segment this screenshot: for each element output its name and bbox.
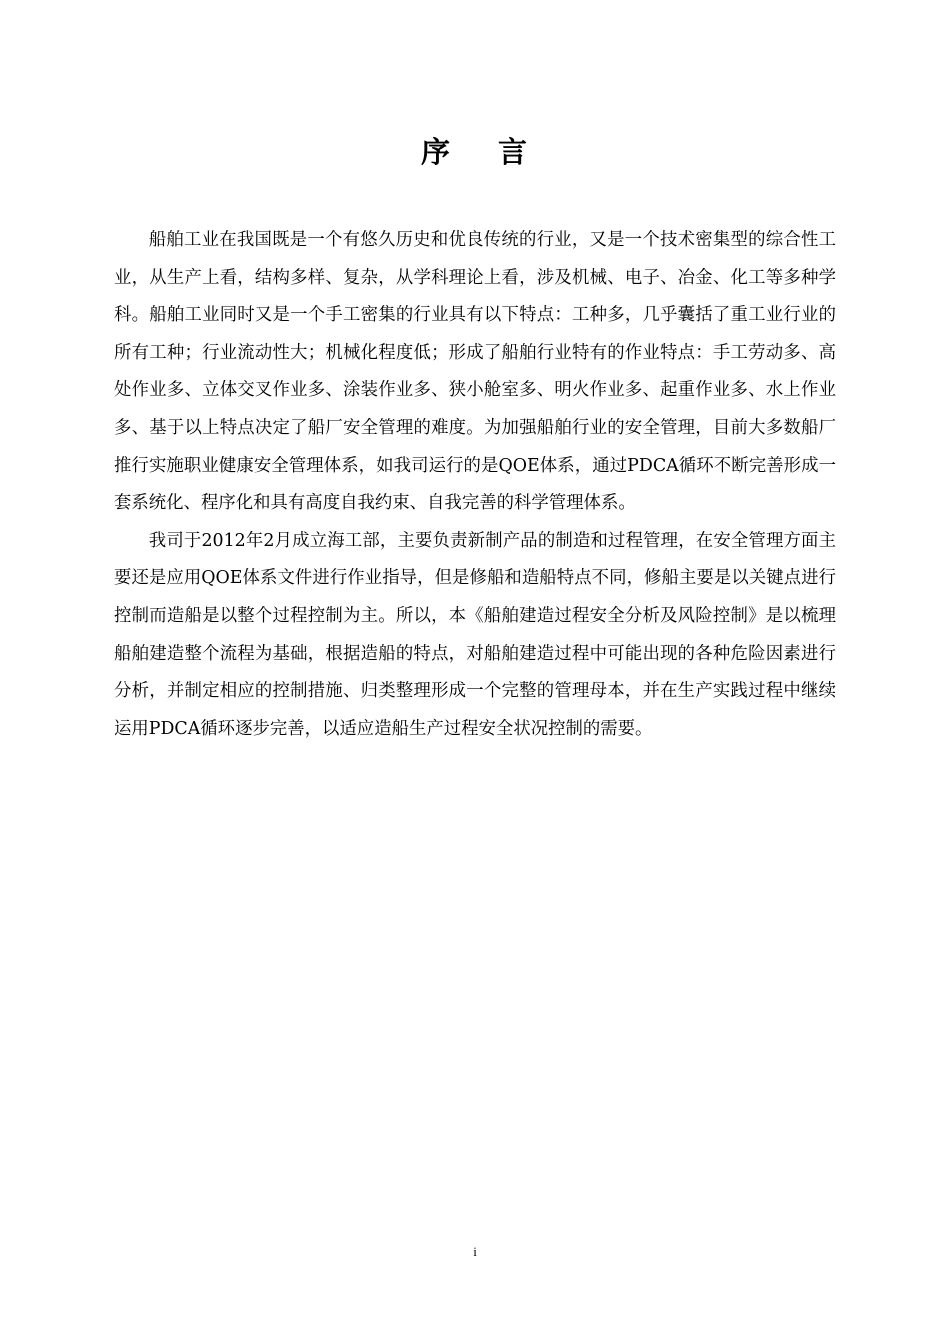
paragraph-2: 我司于2012年2月成立海工部，主要负责新制产品的制造和过程管理，在安全管理方面主要还是应用QOE体系文件进行作业指导，但是修船和造船特点不同，修船主要是以关键点进行控制而造船是以整个过程控制为主。所以，本《船舶建造过程安全分析及风险控制》是以梳理船舶建造整个流程为基础，根据造船的特点，对船舶建造过程中可能出现的各种危险因素进行分析，并制定相应的控制措施、归类整理形成一个完整的管理母本，并在生产实践过程中继续运用PDCA循环逐步完善，以适应造船生产过程安全状况控制的需要。	[114, 530, 836, 739]
paragraph-1: 船舶工业在我国既是一个有悠久历史和优良传统的行业，又是一个技术密集型的综合性工业，从生产上看，结构多样、复杂，从学科理论上看，涉及机械、电子、冶金、化工等多种学科。船舶工业同时又是一个手工密集的行业具有以下特点：工种多，几乎囊括了重工业行业的所有工种；行业流动性大；机械化程度低；形成了船舶行业特有的作业特点：手工劳动多、高处作业多、立体交叉作业多、涂装作业多、狭小舱室多、明火作业多、起重作业多、水上作业多、基于以上特点决定了船厂安全管理的难度。为加强船舶行业的安全管理，目前大多数船厂推行实施职业健康安全管理体系，如我司运行的是QOE体系，通过PDCA循环不断完善形成一套系统化、程序化和具有高度自我约束、自我完善的科学管理体系。	[114, 230, 836, 514]
page-title	[0, 132, 950, 172]
page-title-char-1: 序	[420, 135, 452, 169]
page-number: i	[473, 1244, 477, 1259]
page-title-char-2: 言	[498, 135, 530, 169]
preface-body	[114, 222, 836, 748]
